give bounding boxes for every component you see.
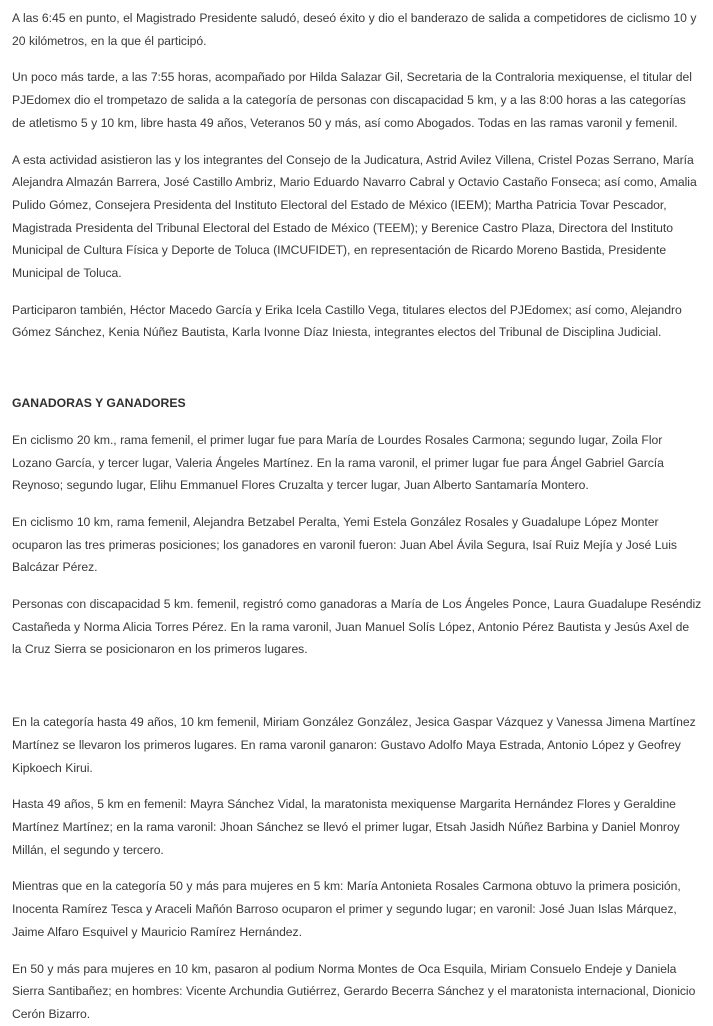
section-heading-ganadores: GANADORAS Y GANADORES [12,396,186,411]
paragraph-hasta-49-10km: En la categoría hasta 49 años, 10 km femenil, Miriam González González, Jesica Gaspar Vázquez y Vanessa Jimena Martínez Martínez se llevaron los primeros lugares. En rama varonil ganaron: Gustavo Adolfo Maya Estrada, Antonio López y Geofrey Kipkoech Kirui. [12,715,696,775]
paragraph-hasta-49-5km: Hasta 49 años, 5 km en femenil: Mayra Sánchez Vidal, la maratonista mexiquense Margarita Hernández Flores y Geraldine Martínez Martínez; en la rama varonil: Jhoan Sánchez se llevó el primer lugar, Etsah Jasidh Núñez Barbina y Daniel Monroy Millán, el segundo y tercero. [12,797,680,857]
article-body [12,7,702,1026]
paragraph-banderazo: A las 6:45 en punto, el Magistrado Presidente saludó, deseó éxito y dio el banderazo de salida a competidores de ciclismo 10 y 20 kilómetros, en la que él participó. [12,11,697,48]
paragraph-50-mas-5km: Mientras que en la categoría 50 y más para mujeres en 5 km: María Antonieta Rosales Carmona obtuvo la primera posición, Inocenta Ramírez Tesca y Araceli Mañón Barroso ocuparon el primer y segundo lugar; en varonil: José Juan Islas Márquez, Jaime Alfaro Esquivel y Mauricio Ramírez Hernández. [12,879,681,939]
paragraph-50-mas-10km: En 50 y más para mujeres en 10 km, pasaron al podium Norma Montes de Oca Esquila, Miriam Consuelo Endeje y Daniela Sierra Santibañez; en hombres: Vicente Archundia Gutiérrez, Gerardo Becerra Sánchez y el maratonista internacional, Dionicio Cerón Bizarro. [12,961,696,1021]
paragraph-asistentes: A esta actividad asistieron las y los integrantes del Consejo de la Judicatura, Astrid Avilez Villena, Cristel Pozas Serrano, María Alejandra Almazán Barrera, José Castillo Ambriz, Mario Eduardo Navarro Cabral y Octavio Castaño Fonseca; así como, Amalia Pulido Gómez, Consejera Presidenta del Instituto Electoral del Estado de México (IEEM); Martha Patricia Tovar Pescador, Magistrada Presidenta del Tribunal Electoral del Estado de México (TEEM); y Berenice Castro Plaza, Directora del Instituto Municipal de Cultura Física y Deporte de Toluca (IMCUFIDET), en representación de Ricardo Moreno Bastida, Presidente Municipal de Toluca. [12,152,697,281]
paragraph-trompetazo: Un poco más tarde, a las 7:55 horas, acompañado por Hilda Salazar Gil, Secretaria de la Contraloria mexiquense, el titular del PJEdomex dio el trompetazo de salida a la categoría de personas con discapacidad 5 km, y a las 8:00 horas a las categorías de atletismo 5 y 10 km, libre hasta 49 años, Veteranos 50 y más, así como Abogados. Todas en las ramas varonil y femenil. [12,70,692,130]
paragraph-participantes: Participaron también, Héctor Macedo García y Erika Icela Castillo Vega, titulares electos del PJEdomex; así como, Alejandro Gómez Sánchez, Kenia Núñez Bautista, Karla Ivonne Díaz Iniesta, integrantes electos del Tribunal de Disciplina Judicial. [12,302,682,340]
paragraph-ciclismo-10km: En ciclismo 10 km, rama femenil, Alejandra Betzabel Peralta, Yemi Estela González Rosales y Guadalupe López Monter ocuparon las tres primeras posiciones; los ganadores en varonil fueron: Juan Abel Ávila Segura, Isaí Ruiz Mejía y José Luis Balcázar Pérez. [12,514,677,575]
paragraph-ciclismo-20km: En ciclismo 20 km., rama femenil, el primer lugar fue para María de Lourdes Rosales Carmona; segundo lugar, Zoila Flor Lozano García, y tercer lugar, Valeria Ángeles Martínez. En la rama varonil, el primer lugar fue para Ángel Gabriel García Reynoso; segundo lugar, Elihu Emmanuel Flores Cruzalta y tercer lugar, Juan Alberto Santamaría Montero. [12,432,664,493]
paragraph-discapacidad-5km: Personas con discapacidad 5 km. femenil, registró como ganadoras a María de Los Ángeles Ponce, Laura Guadalupe Reséndiz Castañeda y Norma Alicia Torres Pérez. En la rama varonil, Juan Manuel Solís López, Antonio Pérez Bautista y Jesús Axel de la Cruz Sierra se posicionaron en los primeros lugares. [12,597,702,657]
